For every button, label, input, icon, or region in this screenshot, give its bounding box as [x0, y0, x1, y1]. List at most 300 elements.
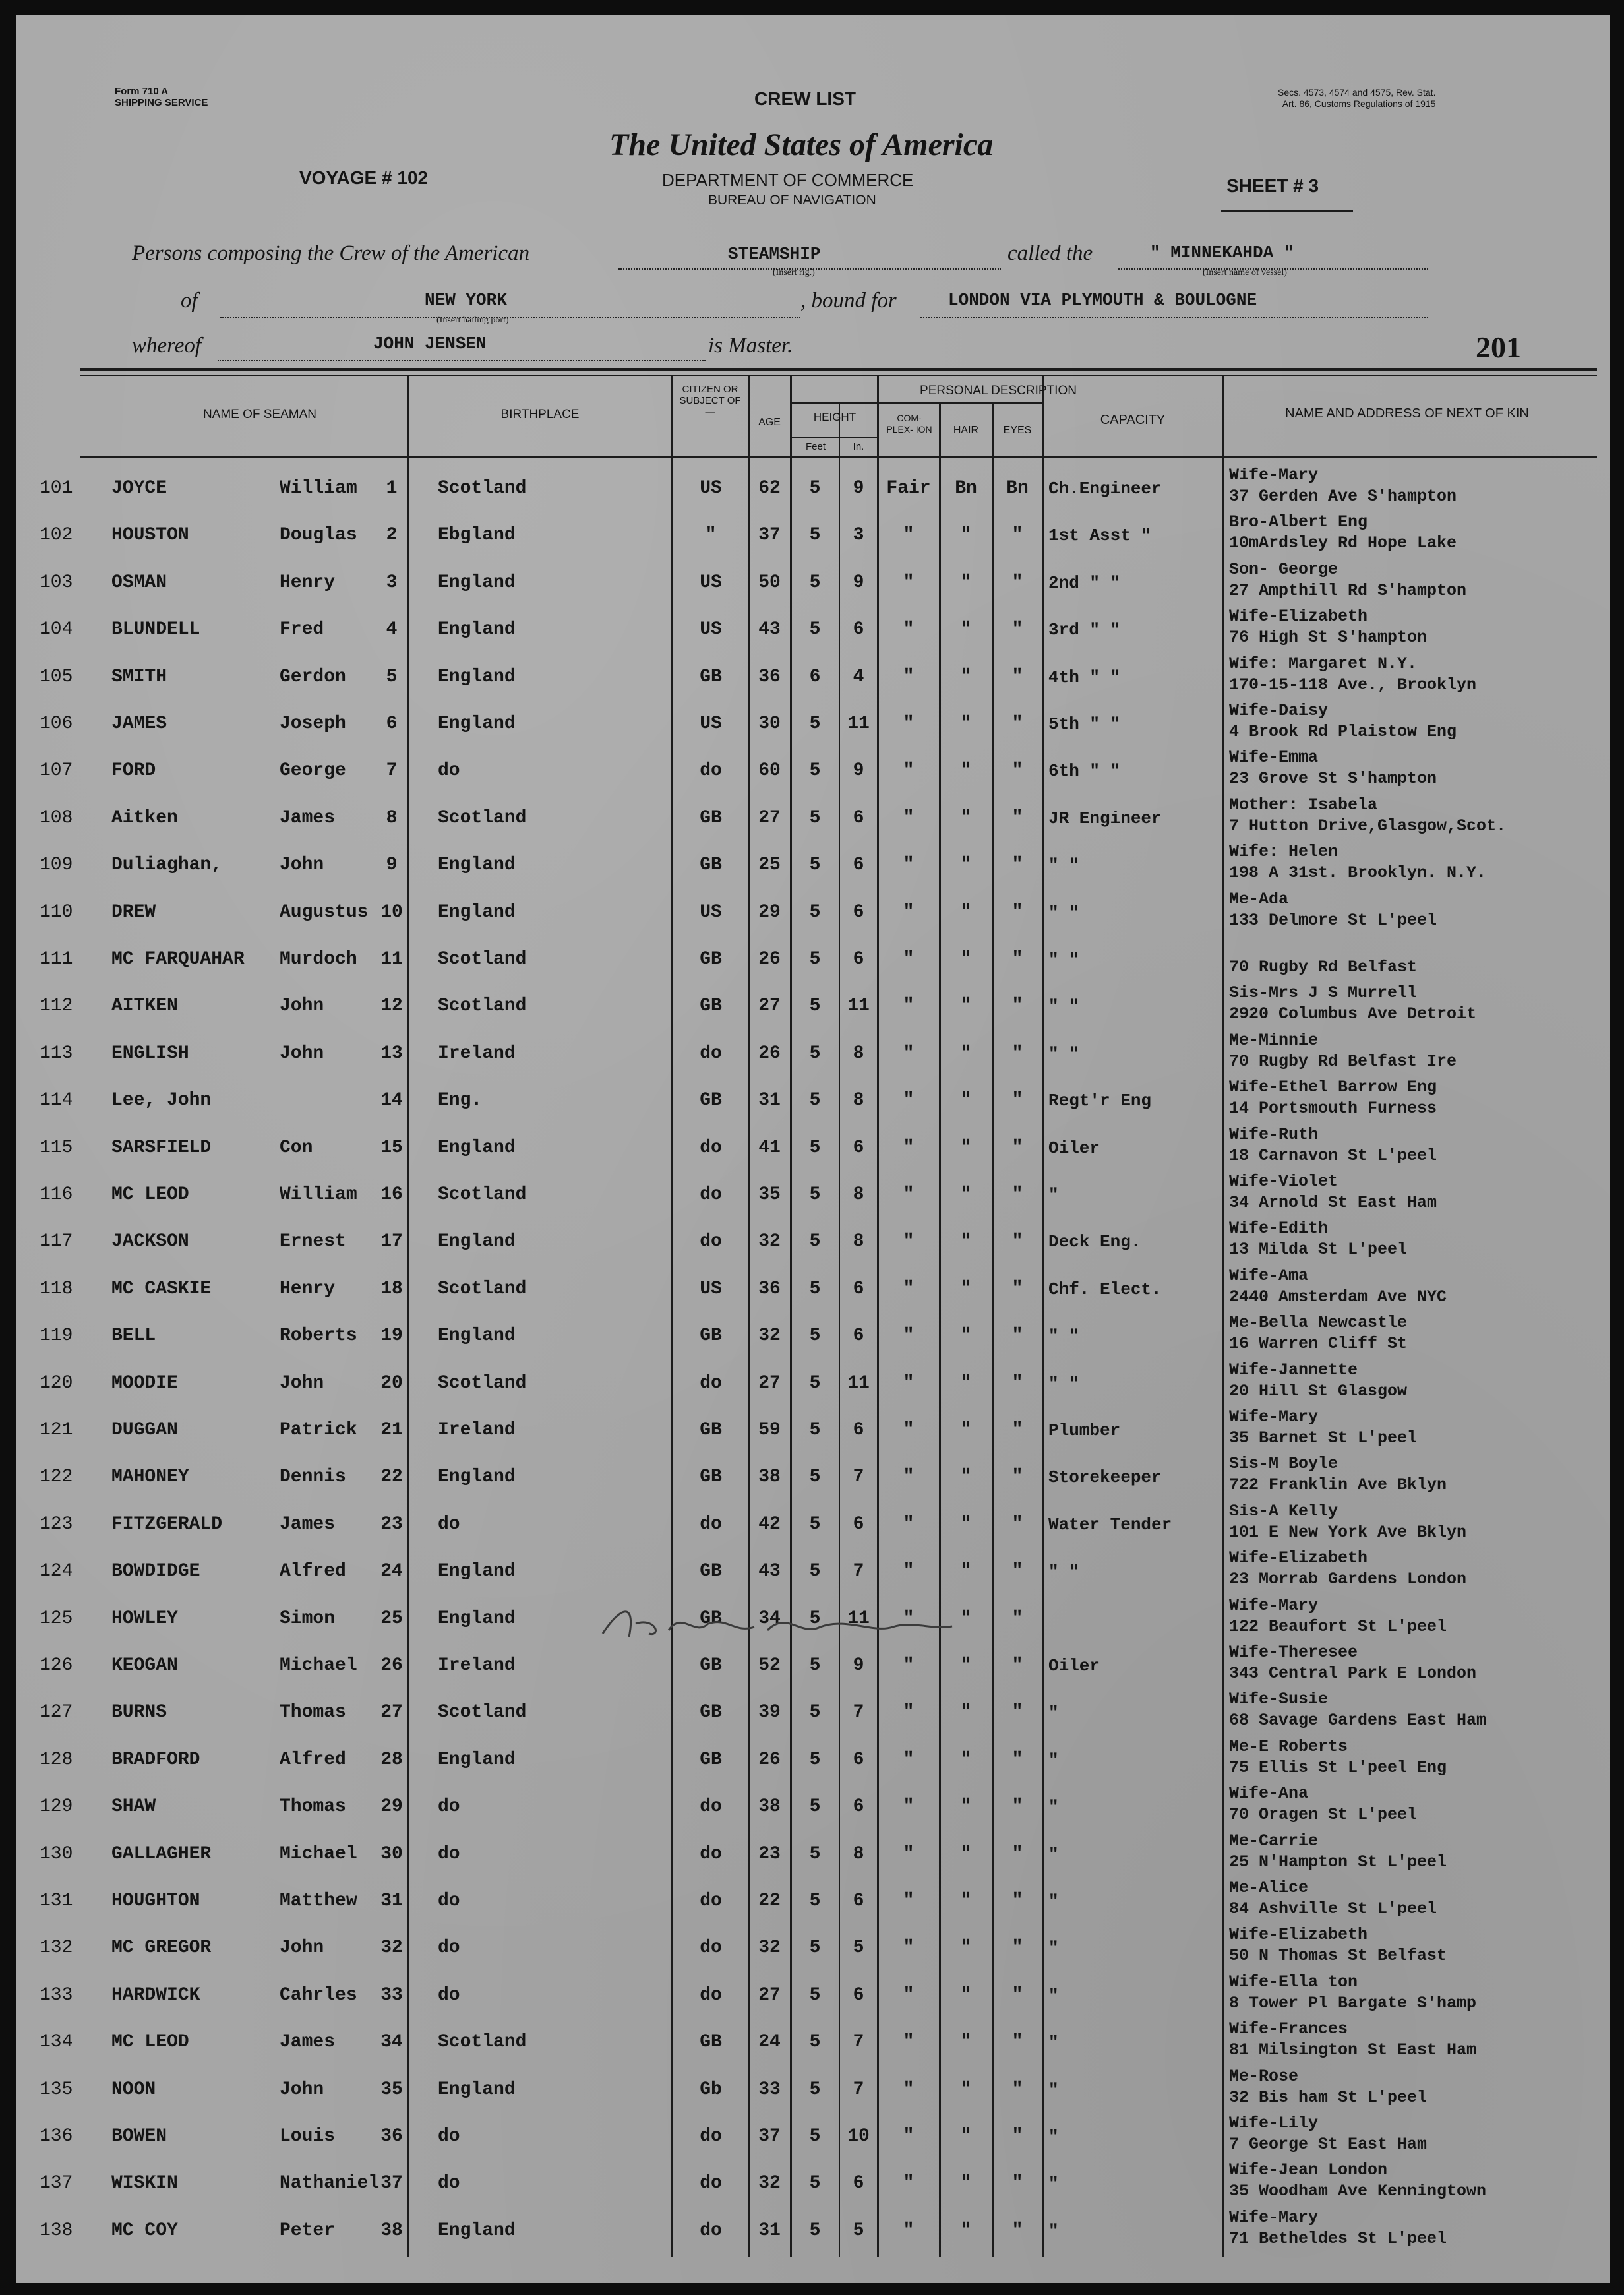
seaman-surname: DUGGAN [111, 1420, 178, 1440]
eyes: " [1011, 1326, 1023, 1347]
eyes: " [1011, 1843, 1023, 1864]
age: 62 [758, 478, 781, 499]
height-inches: 6 [853, 619, 864, 640]
citizenship: GB [700, 1420, 722, 1440]
whereof-label: whereof [132, 334, 202, 357]
citizenship: US [700, 1278, 722, 1299]
capacity: Water Tender [1048, 1514, 1172, 1535]
next-of-kin-address: 8 Tower Pl Bargate S'hamp [1229, 1993, 1477, 2013]
seaman-surname: GALLAGHER [111, 1843, 212, 1864]
seaman-given-name: Henry [280, 1278, 336, 1299]
height-inches: 8 [853, 1843, 864, 1864]
hair: " [960, 2126, 972, 2147]
age: 29 [758, 902, 781, 923]
height-feet: 5 [809, 1608, 821, 1629]
age: 34 [758, 1608, 781, 1629]
eyes: " [1011, 1090, 1023, 1111]
next-of-kin-address: 32 Bis ham St L'peel [1229, 2087, 1428, 2107]
height-inches: 5 [853, 1938, 864, 1959]
next-of-kin-address: 50 N Thomas St Belfast [1229, 1946, 1447, 1966]
height-feet: 5 [809, 1090, 821, 1111]
complexion: " [903, 996, 915, 1017]
age: 27 [758, 807, 781, 828]
age: 31 [758, 2220, 781, 2241]
citizenship: do [700, 2173, 722, 2194]
height-inches: 6 [853, 1514, 864, 1535]
age: 37 [758, 525, 781, 546]
eyes: " [1011, 996, 1023, 1017]
home-port: NEW YORK [425, 290, 507, 310]
seaman-surname: HOUSTON [111, 525, 189, 546]
height-feet: 5 [809, 478, 821, 499]
citizenship: do [700, 1372, 722, 1393]
next-of-kin-name: Wife-Elizabeth [1229, 1548, 1368, 1568]
eyes: " [1011, 1608, 1023, 1629]
row-number: 128 [40, 1749, 73, 1770]
seaman-index: 5 [386, 666, 398, 687]
height-feet: 5 [809, 2220, 821, 2241]
next-of-kin-address: 14 Portsmouth Furness [1229, 1099, 1437, 1118]
row-number: 104 [40, 619, 73, 640]
hair: " [960, 949, 972, 969]
row-number: 129 [40, 1796, 73, 1818]
seaman-index: 9 [386, 855, 398, 876]
height-feet: 5 [809, 1561, 821, 1582]
height-feet: 5 [809, 1326, 821, 1347]
seaman-surname: NOON [111, 2079, 156, 2100]
seaman-given-name: Thomas [280, 1702, 346, 1723]
next-of-kin-address: 25 N'Hampton St L'peel [1229, 1852, 1447, 1872]
citizenship: do [700, 1184, 722, 1205]
row-number: 138 [40, 2220, 73, 2241]
next-of-kin-address: 70 Oragen St L'peel [1229, 1805, 1418, 1825]
hair: Bn [955, 478, 977, 499]
birthplace: England [438, 619, 516, 640]
seaman-surname: SARSFIELD [111, 1137, 212, 1158]
seaman-surname: MC CASKIE [111, 1278, 212, 1299]
header-hair: HAIR [953, 425, 979, 436]
row-number: 126 [40, 1655, 73, 1676]
height-inches: 9 [853, 572, 864, 593]
capacity: 2nd " " [1048, 572, 1121, 593]
next-of-kin-address: 4 Brook Rd Plaistow Eng [1229, 722, 1457, 741]
hair: " [960, 1090, 972, 1111]
vessel-name-note: (Insert name of vessel) [1203, 268, 1287, 278]
birthplace: Ireland [438, 1420, 516, 1440]
header-capacity: CAPACITY [1100, 413, 1166, 427]
eyes: " [1011, 902, 1023, 923]
row-number: 118 [40, 1278, 73, 1299]
voyage-number: VOYAGE # 102 [299, 168, 429, 188]
complexion: " [903, 1184, 915, 1205]
next-of-kin-name: Wife-Mary [1229, 466, 1319, 485]
row-number: 137 [40, 2173, 73, 2194]
next-of-kin-address: 7 George St East Ham [1229, 2135, 1428, 2154]
complexion: " [903, 525, 915, 546]
complexion: " [903, 855, 915, 876]
age: 23 [758, 1843, 781, 1864]
height-feet: 5 [809, 1420, 821, 1440]
next-of-kin-name: Me-E Roberts [1229, 1736, 1348, 1756]
row-number: 101 [40, 478, 73, 499]
next-of-kin-address: 101 E New York Ave Bklyn [1229, 1522, 1467, 1542]
height-feet: 5 [809, 2173, 821, 2194]
birthplace: do [438, 1796, 460, 1818]
citizenship: GB [700, 949, 722, 969]
height-inches: 7 [853, 2079, 864, 2100]
height-feet: 5 [809, 1372, 821, 1393]
header-next-of-kin: NAME AND ADDRESS OF NEXT OF KIN [1285, 406, 1529, 421]
complexion: " [903, 949, 915, 969]
height-feet: 5 [809, 949, 821, 969]
hair: " [960, 1467, 972, 1488]
next-of-kin-name: Wife-Elizabeth [1229, 607, 1368, 627]
next-of-kin-name: Me-Bella Newcastle [1229, 1313, 1408, 1333]
capacity: Plumber [1048, 1421, 1121, 1440]
seaman-surname: HOUGHTON [111, 1891, 200, 1911]
height-feet: 5 [809, 1184, 821, 1205]
citizenship: GB [700, 1608, 722, 1629]
height-inches: 6 [853, 807, 864, 828]
height-inches: 6 [853, 1749, 864, 1770]
seaman-given-name: Louis [280, 2126, 336, 2147]
height-feet: 5 [809, 1043, 821, 1064]
height-feet: 5 [809, 807, 821, 828]
capacity: Regt'r Eng [1048, 1091, 1152, 1111]
birthplace: England [438, 855, 516, 876]
complexion: " [903, 619, 915, 640]
birthplace: England [438, 1467, 516, 1488]
height-feet: 5 [809, 1137, 821, 1158]
next-of-kin-address: 71 Betheldes St L'peel [1229, 2228, 1447, 2248]
height-feet: 5 [809, 1796, 821, 1818]
seaman-given-name: Ernest [280, 1231, 346, 1252]
seaman-given-name: Alfred [280, 1561, 346, 1582]
row-number: 124 [40, 1561, 73, 1582]
next-of-kin-name: Wife-Theresee [1229, 1643, 1358, 1662]
seaman-surname: MC FARQUAHAR [111, 949, 245, 969]
next-of-kin-name: Wife: Margaret N.Y. [1229, 654, 1418, 673]
birthplace: England [438, 1608, 516, 1629]
capacity: " [1048, 2079, 1059, 2100]
row-number: 131 [40, 1891, 73, 1911]
capacity: 6th " " [1048, 761, 1121, 781]
seaman-given-name: Patrick [280, 1420, 357, 1440]
height-inches: 8 [853, 1184, 864, 1205]
capacity: " [1048, 1844, 1059, 1864]
eyes: " [1011, 1231, 1023, 1252]
height-feet: 5 [809, 2126, 821, 2147]
seaman-index: 1 [386, 478, 398, 499]
height-inches: 5 [853, 2220, 864, 2241]
birthplace: England [438, 902, 516, 923]
birthplace: Scotland [438, 1702, 527, 1723]
capacity: " [1048, 1185, 1059, 1205]
eyes: " [1011, 525, 1023, 546]
seaman-given-name: Henry [280, 572, 336, 593]
birthplace: England [438, 2220, 516, 2241]
capacity: 3rd " " [1048, 620, 1121, 640]
hair: " [960, 2173, 972, 2194]
complexion: " [903, 1326, 915, 1347]
eyes: " [1011, 855, 1023, 876]
citizenship: US [700, 902, 722, 923]
eyes: " [1011, 666, 1023, 687]
seaman-given-name: John [280, 1043, 324, 1064]
next-of-kin-name: Wife-Emma [1229, 748, 1319, 768]
age: 33 [758, 2079, 781, 2100]
seaman-index: 11 [380, 949, 403, 969]
eyes: " [1011, 1137, 1023, 1158]
age: 43 [758, 1561, 781, 1582]
seaman-index: 30 [380, 1843, 403, 1864]
of-label: of [181, 289, 198, 313]
next-of-kin-name: Sis-Mrs J S Murrell [1229, 983, 1418, 1003]
next-of-kin-address: 18 Carnavon St L'peel [1229, 1146, 1437, 1165]
citizenship: GB [700, 1090, 722, 1111]
destination: LONDON VIA PLYMOUTH & BOULOGNE [948, 290, 1257, 310]
age: 36 [758, 666, 781, 687]
hair: " [960, 1984, 972, 2005]
hair: " [960, 714, 972, 734]
seaman-given-name: Thomas [280, 1796, 346, 1818]
complexion: " [903, 1561, 915, 1582]
seaman-given-name: Alfred [280, 1749, 346, 1770]
hair: " [960, 1137, 972, 1158]
height-feet: 6 [809, 666, 821, 687]
capacity: " " [1048, 1043, 1079, 1064]
age: 26 [758, 949, 781, 969]
eyes: " [1011, 2126, 1023, 2147]
birthplace: do [438, 760, 460, 781]
seaman-index: 7 [386, 760, 398, 781]
birthplace: England [438, 572, 516, 593]
height-feet: 5 [809, 1467, 821, 1488]
complexion: " [903, 2173, 915, 2194]
complexion: " [903, 1749, 915, 1770]
next-of-kin-address: 2920 Columbus Ave Detroit [1229, 1004, 1477, 1024]
hair: " [960, 1043, 972, 1064]
complexion: " [903, 760, 915, 781]
citizenship: GB [700, 996, 722, 1017]
seaman-index: 28 [380, 1749, 403, 1770]
eyes: " [1011, 1984, 1023, 2005]
seaman-given-name: William [280, 478, 357, 499]
seaman-index: 14 [380, 1090, 403, 1111]
complexion: " [903, 2079, 915, 2100]
row-number: 106 [40, 714, 73, 734]
seaman-given-name: James [280, 807, 336, 828]
seaman-index: 4 [386, 619, 398, 640]
row-number: 127 [40, 1702, 73, 1723]
hair: " [960, 996, 972, 1017]
seaman-surname: MOODIE [111, 1372, 178, 1393]
next-of-kin-address: 2440 Amsterdam Ave NYC [1229, 1287, 1447, 1306]
height-inches: 6 [853, 1420, 864, 1440]
next-of-kin-name: Me-Rose [1229, 2066, 1299, 2086]
capacity: " [1048, 1891, 1059, 1911]
complexion: " [903, 1655, 915, 1676]
seaman-given-name: Dennis [280, 1467, 346, 1488]
next-of-kin-name: Wife-Mary [1229, 2207, 1319, 2227]
seaman-surname: JAMES [111, 714, 167, 734]
capacity: " " [1048, 1373, 1079, 1393]
age: 60 [758, 760, 781, 781]
age: 59 [758, 1420, 781, 1440]
birthplace: Ireland [438, 1655, 516, 1676]
birthplace: England [438, 1231, 516, 1252]
next-of-kin-name: Son- George [1229, 559, 1338, 579]
hair: " [960, 1326, 972, 1347]
seaman-given-name: John [280, 855, 324, 876]
seaman-surname: BOWDIDGE [111, 1561, 200, 1582]
seaman-surname: BOWEN [111, 2126, 167, 2147]
next-of-kin-name: Wife-Ethel Barrow Eng [1229, 1078, 1437, 1097]
citizenship: do [700, 1891, 722, 1911]
age: 43 [758, 619, 781, 640]
height-feet: 5 [809, 1655, 821, 1676]
next-of-kin-name: Wife-Jean London [1229, 2160, 1388, 2180]
eyes: " [1011, 2220, 1023, 2241]
hair: " [960, 525, 972, 546]
seaman-surname: OSMAN [111, 572, 167, 593]
next-of-kin-name: Wife-Mary [1229, 1595, 1319, 1615]
age: 32 [758, 1231, 781, 1252]
row-number: 130 [40, 1843, 73, 1864]
row-number: 121 [40, 1420, 73, 1440]
birthplace: England [438, 714, 516, 734]
citizenship: US [700, 478, 722, 499]
seaman-given-name: Con [280, 1137, 313, 1158]
next-of-kin-name: Wife-Daisy [1229, 701, 1329, 720]
crew-statement-label: Persons composing the Crew of the American [132, 241, 530, 265]
citizenship: do [700, 760, 722, 781]
age: 39 [758, 1702, 781, 1723]
next-of-kin-address: 27 Ampthill Rd S'hampton [1229, 580, 1467, 600]
seaman-index: 23 [380, 1514, 403, 1535]
hair: " [960, 807, 972, 828]
capacity: Ch.Engineer [1048, 479, 1162, 499]
next-of-kin-address: 37 Gerden Ave S'hampton [1229, 487, 1457, 506]
row-number: 117 [40, 1231, 73, 1252]
citizenship: US [700, 714, 722, 734]
bound-for-label: , bound for [800, 289, 897, 313]
complexion: " [903, 1702, 915, 1723]
complexion: Fair [886, 478, 931, 499]
complexion: " [903, 1372, 915, 1393]
complexion: " [903, 1843, 915, 1864]
hair: " [960, 1938, 972, 1959]
height-inches: 6 [853, 902, 864, 923]
seaman-index: 31 [380, 1891, 403, 1911]
seaman-given-name: Simon [280, 1608, 336, 1629]
capacity: " " [1048, 996, 1079, 1017]
next-of-kin-name: Sis-M Boyle [1229, 1454, 1338, 1474]
seaman-surname: DREW [111, 902, 156, 923]
age: 36 [758, 1278, 781, 1299]
master-name: JOHN JENSEN [373, 334, 487, 353]
height-inches: 11 [847, 714, 870, 734]
seaman-surname: MC COY [111, 2220, 178, 2241]
capacity: 1st Asst " [1048, 526, 1152, 546]
hair: " [960, 2032, 972, 2053]
citizenship: US [700, 619, 722, 640]
height-feet: 5 [809, 1938, 821, 1959]
height-inches: 7 [853, 1702, 864, 1723]
citizenship: US [700, 572, 722, 593]
sheet-number: SHEET # 3 [1226, 175, 1319, 196]
statute-references: Secs. 4573, 4574 and 4575, Rev. Stat. Art. 86, Customs Regulations of 1915 [1278, 87, 1436, 109]
next-of-kin-name: Sis-A Kelly [1229, 1501, 1338, 1521]
height-inches: 6 [853, 2173, 864, 2194]
hair: " [960, 1514, 972, 1535]
citizenship: GB [700, 1702, 722, 1723]
height-inches: 3 [853, 525, 864, 546]
seaman-surname: JACKSON [111, 1231, 189, 1252]
seaman-given-name: Matthew [280, 1891, 357, 1911]
next-of-kin-name: Me-Carrie [1229, 1831, 1319, 1851]
height-inches: 4 [853, 666, 864, 687]
seaman-given-name: Michael [280, 1843, 357, 1864]
seaman-index: 21 [380, 1420, 403, 1440]
citizenship: do [700, 1137, 722, 1158]
eyes: " [1011, 1467, 1023, 1488]
seaman-surname: FITZGERALD [111, 1514, 223, 1535]
country-title: The United States of America [609, 127, 994, 162]
eyes: " [1011, 619, 1023, 640]
row-number: 114 [40, 1090, 73, 1111]
seaman-surname: HARDWICK [111, 1984, 200, 2005]
birthplace: do [438, 2173, 460, 2194]
seaman-surname: BLUNDELL [111, 619, 200, 640]
citizenship: do [700, 1043, 722, 1064]
seaman-given-name: Murdoch [280, 949, 357, 969]
seaman-surname: SMITH [111, 666, 167, 687]
birthplace: Scotland [438, 2032, 527, 2053]
height-inches: 11 [847, 996, 870, 1017]
next-of-kin-name: Wife-Edith [1229, 1219, 1329, 1239]
eyes: " [1011, 1749, 1023, 1770]
seaman-given-name: Gerdon [280, 666, 346, 687]
complexion: " [903, 1420, 915, 1440]
row-number: 122 [40, 1467, 73, 1488]
capacity: " [1048, 2127, 1059, 2147]
citizenship: " [705, 525, 717, 546]
citizenship: do [700, 1796, 722, 1818]
complexion: " [903, 1984, 915, 2005]
birthplace: do [438, 1938, 460, 1959]
height-feet: 5 [809, 2032, 821, 2053]
next-of-kin-address: 35 Barnet St L'peel [1229, 1428, 1418, 1448]
citizenship: GB [700, 1326, 722, 1347]
eyes: " [1011, 1372, 1023, 1393]
age: 52 [758, 1655, 781, 1676]
seaman-index: 26 [380, 1655, 403, 1676]
next-of-kin-name: Wife-Ruth [1229, 1124, 1319, 1144]
height-feet: 5 [809, 572, 821, 593]
birthplace: England [438, 1326, 516, 1347]
port-note: (Insert hailing port) [436, 315, 509, 325]
capacity: " [1048, 1797, 1059, 1818]
hair: " [960, 1891, 972, 1911]
height-inches: 6 [853, 1326, 864, 1347]
header-feet: Feet [805, 441, 826, 452]
capacity: Oiler [1048, 1656, 1100, 1676]
birthplace: England [438, 1137, 516, 1158]
birthplace: England [438, 666, 516, 687]
birthplace: Scotland [438, 996, 527, 1017]
height-inches: 6 [853, 1984, 864, 2005]
